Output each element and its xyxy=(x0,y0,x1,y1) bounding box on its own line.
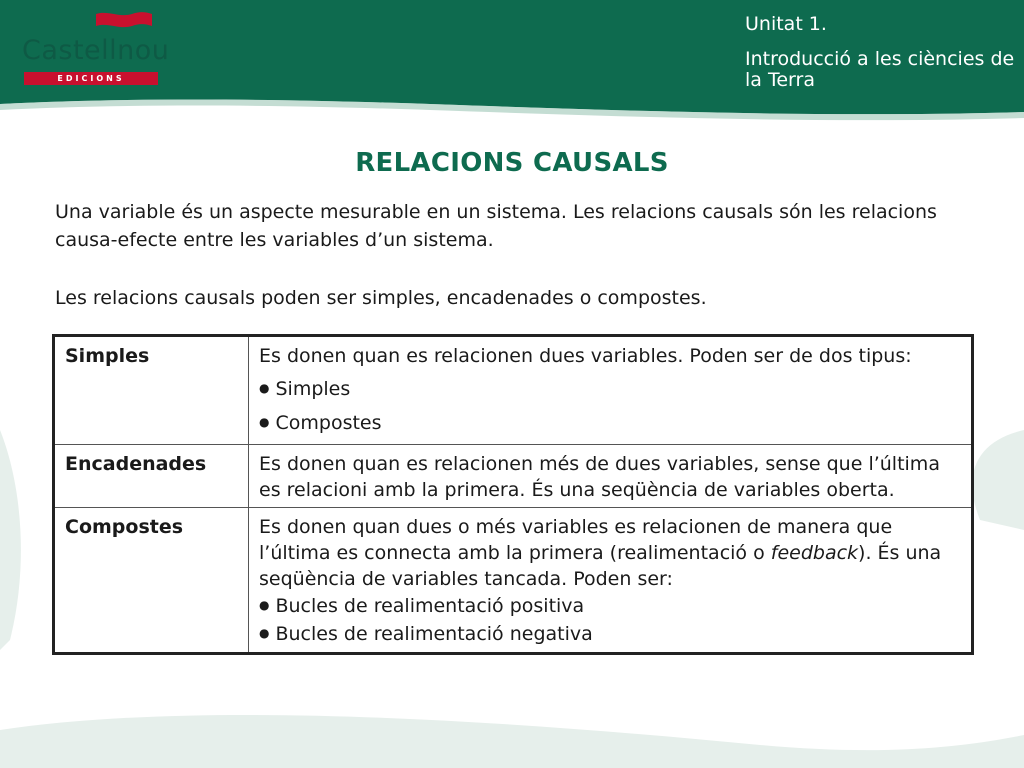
list-item-text: Compostes xyxy=(275,412,382,434)
row-description xyxy=(249,336,973,445)
row-kind: Simples xyxy=(54,336,249,445)
list-item xyxy=(259,406,962,440)
table-row xyxy=(54,508,973,654)
list-item-text: Bucles de realimentació positiva xyxy=(275,595,585,617)
row-kind: Compostes xyxy=(54,508,249,654)
intro-paragraph-2: Les relacions causals poden ser simples, encadenades o compostes. xyxy=(55,287,707,309)
bullet-icon: ● xyxy=(259,626,270,640)
row-kind: Encadenades xyxy=(54,445,249,508)
unit-title: Introducció a les ciències de la Terra xyxy=(745,48,1015,91)
causal-relations-table xyxy=(52,334,974,655)
list-item xyxy=(259,620,962,648)
unit-heading xyxy=(745,14,1015,91)
list-item-text: Simples xyxy=(275,378,351,400)
row-description-text xyxy=(259,514,962,592)
row-description xyxy=(249,445,973,508)
row-description xyxy=(249,508,973,654)
description-part: ). És una seqüència de variables tancada. Poden ser: xyxy=(259,542,942,590)
wave-bottom xyxy=(0,715,1024,768)
bullet-icon: ● xyxy=(259,415,270,429)
flag-icon xyxy=(94,10,154,32)
row-description-text: Es donen quan es relacionen dues variables. Poden ser de dos tipus: xyxy=(259,345,912,367)
bullet-list xyxy=(259,372,962,440)
description-emphasis: feedback xyxy=(770,542,859,564)
list-item xyxy=(259,592,962,620)
intro-text xyxy=(55,198,985,312)
description-part: Es donen quan dues o més variables es relacionen de manera que l’última es connecta amb la primera (realimentació o xyxy=(259,516,893,564)
imprint-label: EDICIONS xyxy=(24,72,158,85)
row-description-text: Es donen quan es relacionen més de dues variables, sense que l’última es relacioni amb la primera. És una seqüència de variables oberta. xyxy=(259,453,940,501)
table-row xyxy=(54,336,973,445)
list-item-text: Bucles de realimentació negativa xyxy=(275,623,593,645)
table-row xyxy=(54,445,973,508)
bullet-icon: ● xyxy=(259,598,270,612)
publisher-name: Castellnou xyxy=(22,35,170,66)
publisher-logo xyxy=(22,10,170,83)
wave-bottom-left xyxy=(0,430,21,650)
bullet-list xyxy=(259,592,962,648)
page-title: RELACIONS CAUSALS xyxy=(355,148,669,178)
wave-right xyxy=(972,430,1024,530)
intro-paragraph-1: Una variable és un aspecte mesurable en un sistema. Les relacions causals són les relacions causa-efecte entre les variables d’un sistema. xyxy=(55,201,937,251)
bullet-icon: ● xyxy=(259,381,270,395)
unit-number: Unitat 1. xyxy=(745,13,827,35)
list-item xyxy=(259,372,962,406)
